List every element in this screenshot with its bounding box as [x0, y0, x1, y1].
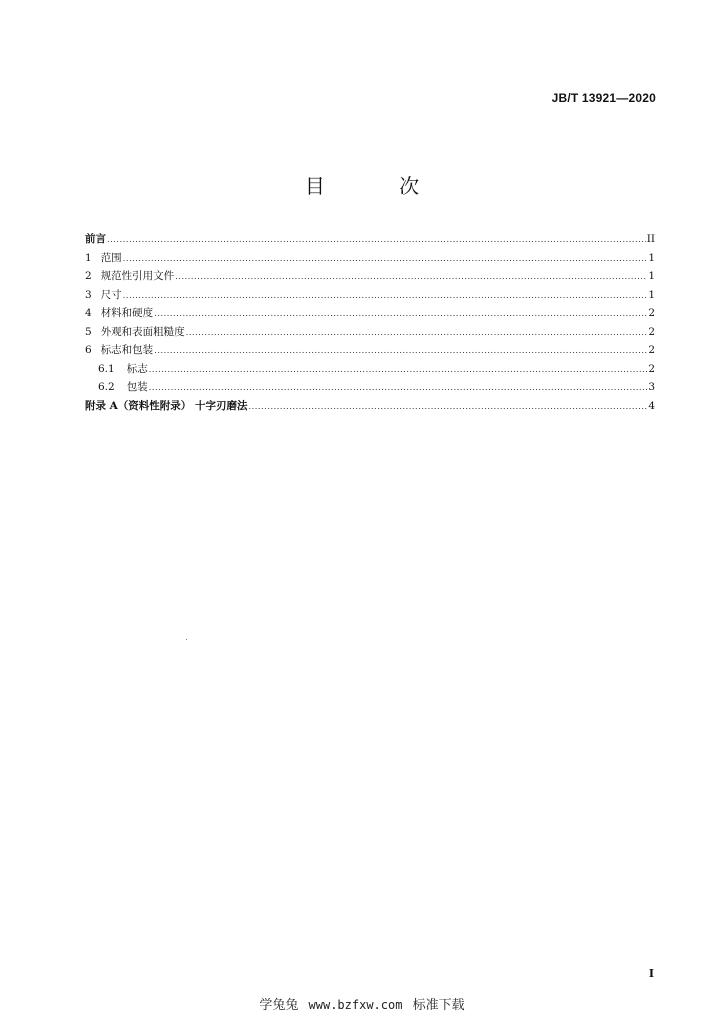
table-of-contents: [85, 230, 655, 415]
toc-leader-dots: [149, 361, 648, 380]
toc-leader-dots: [154, 305, 647, 324]
page-number: I: [648, 967, 654, 980]
toc-entry-dimensions[interactable]: [85, 286, 655, 305]
toc-entry-marking-packaging[interactable]: [85, 341, 655, 360]
toc-entry-preface[interactable]: [85, 230, 655, 249]
toc-entry-number: 6.2: [98, 381, 115, 393]
toc-leader-dots: [248, 398, 647, 417]
toc-leader-dots: [175, 268, 647, 287]
toc-entry-page: 1: [648, 251, 655, 264]
toc-entry-number: 2: [85, 270, 92, 282]
toc-entry-number: 6: [85, 344, 92, 356]
standard-code: JB/T 13921—2020: [551, 91, 656, 105]
watermark-url[interactable]: www.bzfxw.com: [308, 998, 403, 1012]
toc-entry-page: II: [646, 233, 655, 245]
scan-speck: [186, 639, 187, 640]
toc-entry-label: 范围: [100, 251, 122, 264]
toc-entry-page: 1: [648, 288, 655, 301]
toc-entry-page: 2: [648, 325, 655, 338]
toc-entry-page: 2: [648, 344, 655, 356]
toc-leader-dots: [149, 379, 648, 398]
toc-entry-scope[interactable]: [85, 249, 655, 268]
toc-entry-label: 包装: [126, 381, 148, 393]
watermark-slogan: 标准下载: [412, 998, 465, 1013]
toc-entry-number: 5: [85, 325, 92, 338]
toc-entry-annex-a[interactable]: [85, 397, 655, 416]
toc-leader-dots: [154, 342, 647, 361]
toc-entry-appearance-roughness[interactable]: [85, 323, 655, 342]
toc-leader-dots: [107, 231, 646, 250]
toc-entry-label: 外观和表面粗糙度: [100, 325, 185, 338]
toc-entry-label: 材料和硬度: [100, 307, 154, 319]
watermark-site-name: 学兔兔: [259, 998, 299, 1013]
toc-leader-dots: [123, 250, 648, 269]
toc-entry-number: 4: [85, 307, 92, 319]
toc-entry-material-hardness[interactable]: [85, 304, 655, 323]
toc-entry-label: 标志: [126, 362, 148, 375]
toc-entry-page: 1: [648, 270, 655, 282]
toc-entry-number: 3: [85, 288, 92, 301]
toc-leader-dots: [186, 324, 648, 343]
toc-entry-label: 尺寸: [100, 288, 122, 301]
toc-entry-page: 4: [648, 399, 655, 412]
toc-title: 目 次: [304, 174, 454, 198]
toc-entry-normative-references[interactable]: [85, 267, 655, 286]
toc-entry-marking[interactable]: [85, 360, 655, 379]
toc-entry-page: 3: [648, 381, 655, 393]
toc-entry-page: 2: [648, 362, 655, 375]
toc-entry-label: 规范性引用文件: [100, 270, 175, 282]
toc-entry-number: 1: [85, 251, 92, 264]
toc-entry-label: 附录 A（资料性附录） 十字刃磨法: [85, 399, 248, 412]
toc-leader-dots: [123, 287, 648, 306]
toc-entry-page: 2: [648, 307, 655, 319]
toc-entry-label: 前言: [85, 233, 106, 245]
toc-entry-number: 6.1: [98, 362, 115, 375]
toc-entry-packaging[interactable]: [85, 378, 655, 397]
watermark: [0, 994, 724, 1013]
toc-entry-label: 标志和包装: [100, 344, 154, 356]
